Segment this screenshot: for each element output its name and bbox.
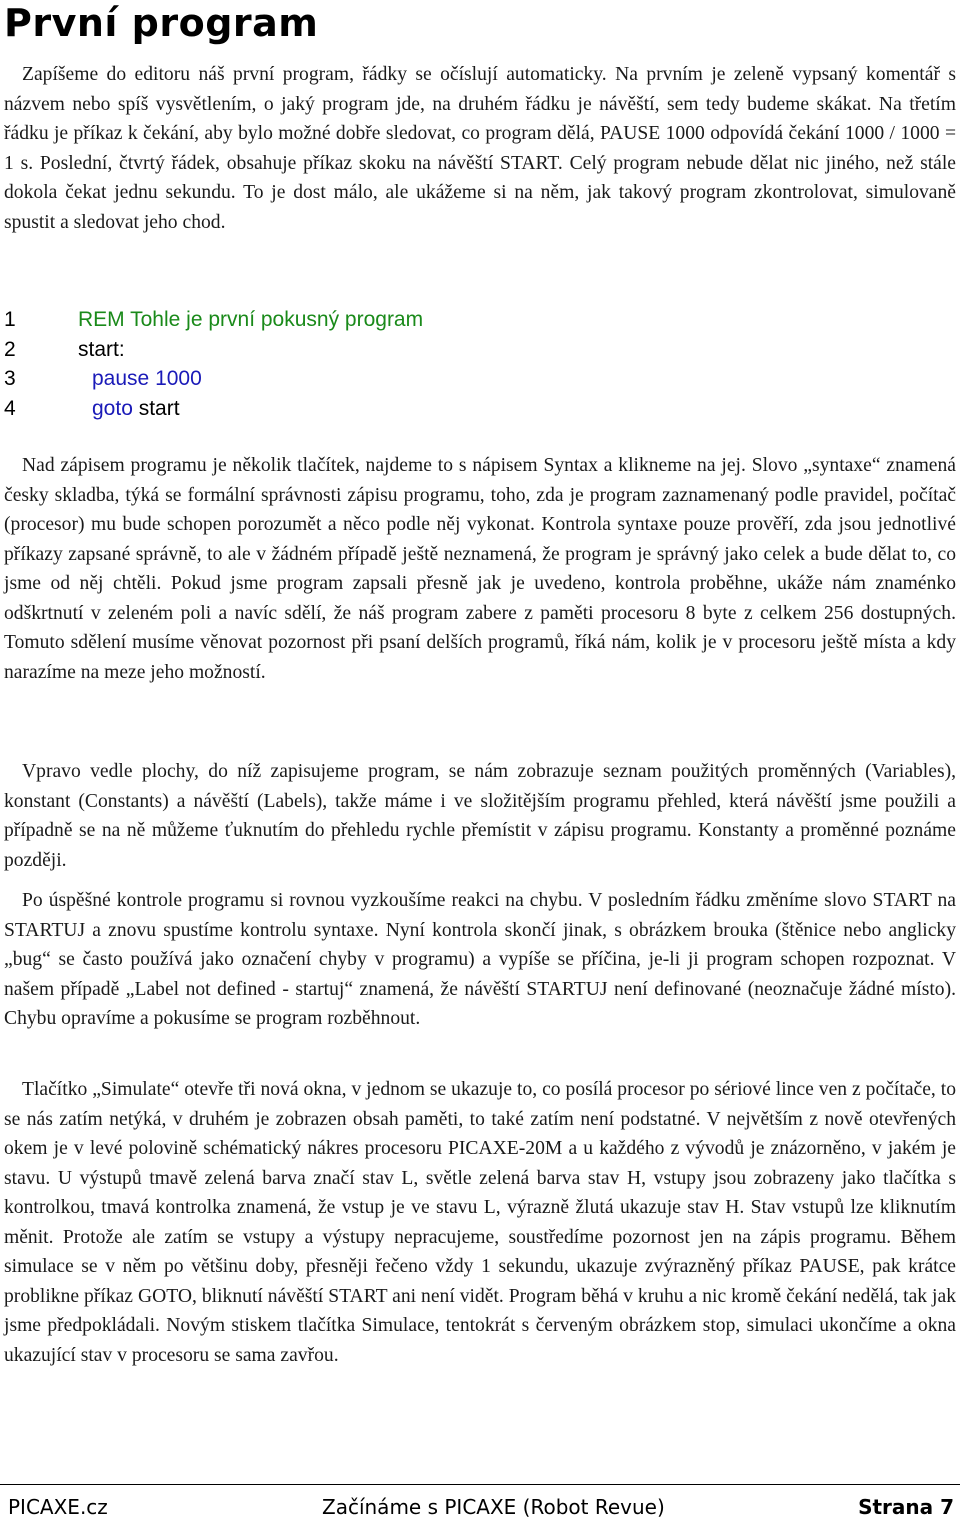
footer-series-title: Začínáme s PICAXE (Robot Revue) [322,1495,665,1519]
footer-divider [0,1484,960,1485]
page-footer [0,1492,960,1522]
code-line-3 [4,364,704,394]
paragraph-syntax: Nad zápisem programu je několik tlačítek, najdeme to s nápisem Syntax a klikneme na jej. Slovo „syntaxe“ znamená česky skladba, týká se formální správnosti zápisu programu, toho, zda je program zaznamenaný podle pravidel, počítač (procesor) mu bude schopen porozumět a něco podle něj vykonat. Kontrola syntaxe pouze prověří, zda jsou jednotlivé příkazy zapsané správně, to ale v žádném případě ještě neznamená, že program je správný jako celek a bude dělat to, co jsme od něj chtěli. Pokud jsme program zapsali přesně jak je uvedeno, kontrola proběhne, ukáže nám znaménko odškrtnutí v zeleném poli a navíc sdělí, že náš program zabere z paměti procesoru 8 byte z celkem 256 dostupných. Tomuto sdělení musíme věnovat pozornost při psaní delších programů, říká nám, kolik je v procesoru ještě místa a kdy narazíme na meze jeho možností. [4,455,956,683]
code-comment: REM Tohle je první pokusný program [78,308,424,331]
code-line-2 [4,335,704,365]
footer-site: PICAXE.cz [8,1495,108,1519]
line-number: 4 [4,396,16,420]
page-title: První program [4,1,319,45]
line-number: 3 [4,367,16,390]
code-argument: start [138,396,180,420]
code-argument: 1000 [155,367,202,390]
code-keyword: goto [92,396,133,420]
paragraph-error: Po úspěšné kontrole programu si rovnou vyzkoušíme reakci na chybu. V posledním řádku změníme slovo START na STARTUJ a znovu spustíme kontrolu syntaxe. Nyní kontrola skončí jinak, s obrázkem brouka (štěnice nebo anglicky „bug“ se často používá jako označení chyby v programu) a vypíše se příčina, je-li ji program schopen rozpoznat. V našem případě „Label not defined - startuj“ znamená, že návěští STARTUJ není definované (neoznačuje žádné místo). Chybu opravíme a pokusíme se program rozběhnout. [4,890,956,1029]
paragraph-variables: Vpravo vedle plochy, do níž zapisujeme program, se nám zobrazuje seznam použitých proměnných (Variables), konstant (Constants) a návěští (Labels), takže máme i ve složitějším programu přehled, která návěští jsme použili a případně se na ně můžeme ťuknutím do přehledu rychle přemístit v zápisu programu. Konstanty a proměnné poznáme později. [4,761,956,871]
line-number: 1 [4,308,16,331]
code-keyword: pause [92,367,150,390]
line-number: 2 [4,337,16,361]
paragraph-intro: Zapíšeme do editoru náš první program, řádky se očíslují automaticky. Na prvním je zeleně vypsaný komentář s názvem nebo spíš vysvětlením, o jaký program jde, na druhém řádku je návěští, sem tedy budeme skákat. Na třetím řádku je příkaz k čekání, aby bylo možné dobře sledovat, co program dělá, PAUSE 1000 odpovídá čekání 1000 / 1000 = 1 s. Poslední, čtvrtý řádek, obsahuje příkaz skoku na návěští START. Celý program nebude dělat nic jiného, než stále dokola čekat jednu sekundu. To je dost málo, ale ukážeme si na něm, jak takový program zkontrolovat, simulovaně spustit a sledovat jeho chod. [4,64,956,233]
footer-page-number: Strana 7 [858,1495,954,1519]
paragraph-simulate: Tlačítko „Simulate“ otevře tři nová okna, v jednom se ukazuje to, co posílá procesor po sériové lince ven z počítače, to se nás zatím netýká, v druhém je zobrazen obsah paměti, to také zatím není podstatné. V největším z nově otevřených okem je v levé polovině schématický nákres procesoru PICAXE-20M a u každého z vývodů je znázorněno, v jakém je stavu. U výstupů tmavě zelená barva značí stav L, světle zelená barva stav H, vstupy jsou zobrazeny jako tlačítka s kontrolkou, tmavá kontrolka znamená, že vstup je ve stavu L, výrazně žlutá ukazuje stav H. Stav vstupů lze kliknutím měnit. Protože ale zatím se vstupy a výstupy nepracujeme, soustředíme pozornost jen na zápis programu. Během simulace se v něm po většinu doby, přesněji řečeno vždy 1 sekundu, ukazuje zvýrazněný příkaz PAUSE, pak krátce problikne příkaz GOTO, bliknutí návěští START ani není vidět. Program běhá v kruhu a nic kromě čekání nedělá, tak jak jsme předpokládali. Novým stiskem tlačítka Simulace, tentokrát s červeným obrázkem stop, simulaci ukončíme a okna ukazující stav v procesoru se sama zavřou. [4,1079,956,1366]
code-listing [4,305,704,423]
code-line-1 [4,305,704,335]
code-label: start: [78,337,125,361]
code-line-4 [4,394,704,424]
